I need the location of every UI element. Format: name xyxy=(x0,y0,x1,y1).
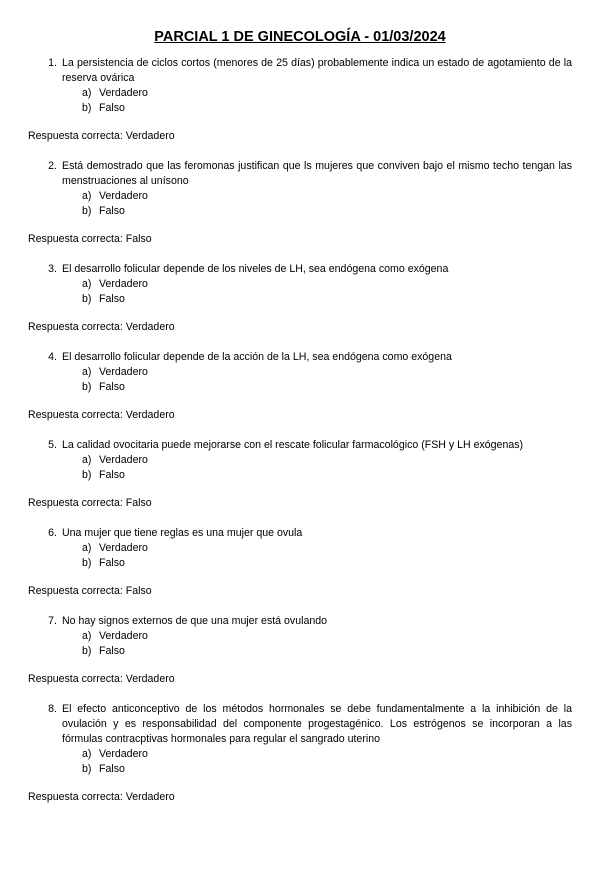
question-number: 6. xyxy=(48,527,57,539)
question-text: La persistencia de ciclos cortos (menores de 25 días) probablemente indica un estado de agotamiento de la reserva ovárica xyxy=(62,57,572,84)
option-label: b) xyxy=(82,557,92,569)
option-label: a) xyxy=(82,630,92,642)
option-item xyxy=(82,277,572,292)
option-text: Verdadero xyxy=(99,87,148,99)
option-list xyxy=(82,277,572,307)
question-row xyxy=(28,350,572,365)
option-label: a) xyxy=(82,748,92,760)
question-text: La calidad ovocitaria puede mejorarse con el rescate folicular farmacológico (FSH y LH exógenas) xyxy=(62,439,524,451)
option-item xyxy=(82,292,572,307)
question-item xyxy=(28,438,572,511)
question-item xyxy=(28,262,572,335)
question-text: El desarrollo folicular depende de la acción de la LH, sea endógena como exógena xyxy=(62,351,452,363)
correct-answer: Respuesta correcta: Verdadero xyxy=(28,130,175,142)
correct-answer: Respuesta correcta: Falso xyxy=(28,497,152,509)
option-text: Falso xyxy=(99,557,125,569)
page-title: PARCIAL 1 DE GINECOLOGÍA - 01/03/2024 xyxy=(154,29,446,45)
question-list xyxy=(28,56,572,805)
option-text: Falso xyxy=(99,645,125,657)
question-item xyxy=(28,614,572,687)
question-number: 3. xyxy=(48,263,57,275)
option-label: b) xyxy=(82,763,92,775)
question-text: El efecto anticonceptivo de los métodos hormonales se debe fundamentalmente a la inhibición de la ovulación y es responsabilidad del componente progestagénico. Los estrógenos se incorporan a las fórmulas contracptivas hormonales para regular el sangrado uterino xyxy=(62,703,572,745)
option-text: Verdadero xyxy=(99,454,148,466)
question-row xyxy=(28,438,572,453)
option-label: a) xyxy=(82,190,92,202)
option-list xyxy=(82,629,572,659)
option-list xyxy=(82,453,572,483)
option-label: b) xyxy=(82,205,92,217)
option-item xyxy=(82,365,572,380)
question-item xyxy=(28,350,572,423)
correct-answer: Respuesta correcta: Verdadero xyxy=(28,791,175,803)
option-item xyxy=(82,189,572,204)
correct-answer: Respuesta correcta: Falso xyxy=(28,233,152,245)
option-item xyxy=(82,101,572,116)
option-text: Verdadero xyxy=(99,190,148,202)
question-text: No hay signos externos de que una mujer está ovulando xyxy=(62,615,328,627)
question-text: Está demostrado que las feromonas justifican que ls mujeres que conviven bajo el mismo techo tengan las menstruaciones al unísono xyxy=(62,160,572,187)
option-text: Verdadero xyxy=(99,542,148,554)
option-item xyxy=(82,556,572,571)
option-text: Falso xyxy=(99,763,125,775)
question-number: 2. xyxy=(48,160,57,172)
option-list xyxy=(82,86,572,116)
question-item xyxy=(28,526,572,599)
option-text: Falso xyxy=(99,381,125,393)
question-row xyxy=(28,56,572,86)
option-item xyxy=(82,747,572,762)
option-label: b) xyxy=(82,645,92,657)
option-list xyxy=(82,365,572,395)
question-item xyxy=(28,702,572,805)
question-number: 4. xyxy=(48,351,57,363)
question-row xyxy=(28,702,572,747)
option-text: Falso xyxy=(99,102,125,114)
option-list xyxy=(82,541,572,571)
question-item xyxy=(28,159,572,247)
option-text: Verdadero xyxy=(99,366,148,378)
option-item xyxy=(82,762,572,777)
question-item xyxy=(28,56,572,144)
option-label: b) xyxy=(82,381,92,393)
option-item xyxy=(82,541,572,556)
question-row xyxy=(28,526,572,541)
question-number: 8. xyxy=(48,703,57,715)
option-text: Falso xyxy=(99,205,125,217)
option-item xyxy=(82,468,572,483)
option-label: a) xyxy=(82,366,92,378)
question-row xyxy=(28,159,572,189)
question-row xyxy=(28,262,572,277)
correct-answer: Respuesta correcta: Verdadero xyxy=(28,409,175,421)
option-item xyxy=(82,86,572,101)
question-text: El desarrollo folicular depende de los niveles de LH, sea endógena como exógena xyxy=(62,263,449,275)
option-item xyxy=(82,453,572,468)
correct-answer: Respuesta correcta: Falso xyxy=(28,585,152,597)
question-text: Una mujer que tiene reglas es una mujer que ovula xyxy=(62,527,303,539)
option-text: Verdadero xyxy=(99,278,148,290)
question-number: 7. xyxy=(48,615,57,627)
option-label: a) xyxy=(82,278,92,290)
option-label: b) xyxy=(82,469,92,481)
option-label: a) xyxy=(82,454,92,466)
option-label: b) xyxy=(82,102,92,114)
question-number: 5. xyxy=(48,439,57,451)
option-item xyxy=(82,380,572,395)
correct-answer: Respuesta correcta: Verdadero xyxy=(28,321,175,333)
option-text: Falso xyxy=(99,293,125,305)
correct-answer: Respuesta correcta: Verdadero xyxy=(28,673,175,685)
option-label: b) xyxy=(82,293,92,305)
option-item xyxy=(82,644,572,659)
option-label: a) xyxy=(82,87,92,99)
option-text: Verdadero xyxy=(99,748,148,760)
option-list xyxy=(82,747,572,777)
option-item xyxy=(82,629,572,644)
option-item xyxy=(82,204,572,219)
question-number: 1. xyxy=(48,57,57,69)
option-label: a) xyxy=(82,542,92,554)
question-row xyxy=(28,614,572,629)
option-list xyxy=(82,189,572,219)
document-page xyxy=(0,28,600,876)
option-text: Verdadero xyxy=(99,630,148,642)
option-text: Falso xyxy=(99,469,125,481)
